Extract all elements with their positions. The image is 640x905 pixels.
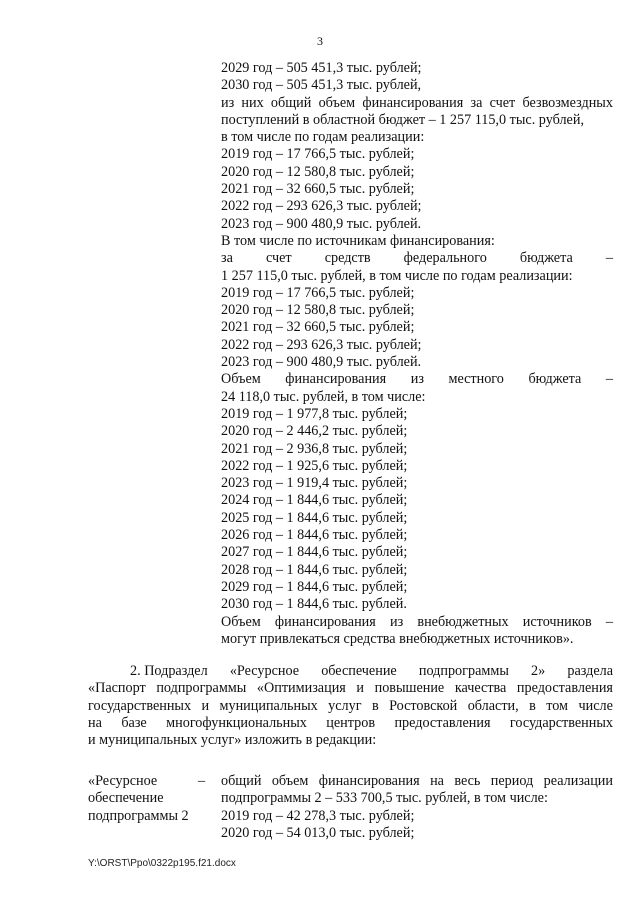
word: государственных xyxy=(88,697,192,714)
word: «Ресурсное xyxy=(229,663,300,679)
block_lines-line: могут привлекаться средства внебюджетных источников». xyxy=(221,630,574,647)
word: них xyxy=(241,94,264,111)
resource-label-line: подпрограммы 2 xyxy=(88,807,189,824)
block_lines-line: 2030 год – 505 451,3 тыс. рублей, xyxy=(221,77,422,94)
resource-value-line: 2020 год – 54 013,0 тыс. рублей; xyxy=(221,824,415,841)
block_lines-line: 2020 год – 12 580,8 тыс. рублей; xyxy=(221,302,415,319)
word: том xyxy=(546,697,569,714)
block_lines-line: 2026 год – 1 844,6 тыс. рублей; xyxy=(221,527,408,544)
resource-value-line: 2019 год – 42 278,3 тыс. рублей; xyxy=(221,807,415,824)
block_lines-line: поступлений в областной бюджет – 1 257 115,0 тыс. рублей, xyxy=(221,111,584,128)
word: за xyxy=(470,94,483,111)
word: объем xyxy=(271,773,309,789)
block_lines-line: 2023 год – 900 480,9 тыс. рублей. xyxy=(221,215,422,232)
word: многофункциональных xyxy=(166,714,307,731)
word: обеспечение xyxy=(321,663,397,679)
block_lines-line-justified xyxy=(221,614,613,631)
word: счет xyxy=(489,94,516,111)
block_lines-line: 2022 год – 293 626,3 тыс. рублей; xyxy=(221,198,422,215)
block_lines-line: 1 257 115,0 тыс. рублей, в том числе по годам реализации: xyxy=(221,267,573,284)
word: на xyxy=(430,773,444,789)
word: в xyxy=(529,697,536,714)
word: государственных xyxy=(509,714,613,731)
word: финансирования xyxy=(318,773,420,789)
word: счет xyxy=(265,250,292,267)
paragraph_lines-line-justified xyxy=(88,715,613,732)
word: повышение xyxy=(374,680,445,697)
word: общий xyxy=(270,94,312,111)
block_lines-line: 2020 год – 2 446,2 тыс. рублей; xyxy=(221,423,408,440)
word: – xyxy=(605,371,613,388)
word: финансирования xyxy=(285,371,387,388)
word: из xyxy=(221,94,235,111)
block_lines-line: 24 118,0 тыс. рублей, в том числе: xyxy=(221,388,426,405)
block_lines-line: 2028 год – 1 844,6 тыс. рублей; xyxy=(221,561,408,578)
amendment-paragraph xyxy=(88,663,613,749)
word: финансирования xyxy=(362,94,464,111)
word: местного xyxy=(448,371,504,388)
funding-block xyxy=(221,60,613,648)
word: качества xyxy=(454,680,507,697)
word: предоставления xyxy=(516,680,613,697)
block_lines-line: 2019 год – 17 766,5 тыс. рублей; xyxy=(221,146,415,163)
word: на xyxy=(88,714,102,731)
word: объем xyxy=(318,94,356,111)
block_lines-line: 2023 год – 1 919,4 тыс. рублей; xyxy=(221,475,408,492)
word: источников xyxy=(522,613,592,630)
resource-value-line-justified xyxy=(221,773,613,790)
block_lines-line: 2022 год – 293 626,3 тыс. рублей; xyxy=(221,336,422,353)
block_lines-line: 2023 год – 900 480,9 тыс. рублей. xyxy=(221,354,422,371)
block_lines-line: 2029 год – 505 451,3 тыс. рублей; xyxy=(221,60,422,76)
block_lines-line: в том числе по годам реализации: xyxy=(221,129,425,146)
block_lines-line: 2030 год – 1 844,6 тыс. рублей. xyxy=(221,596,407,613)
block_lines-line: В том числе по источникам финансирования: xyxy=(221,232,495,249)
block_lines-line: 2027 год – 1 844,6 тыс. рублей; xyxy=(221,544,408,561)
resource-label-line: «Ресурсное xyxy=(88,773,158,789)
resource-dash: – xyxy=(198,773,206,789)
word: – xyxy=(605,250,613,267)
word: бюджета xyxy=(519,250,573,267)
word: центров xyxy=(326,714,376,731)
word: средств xyxy=(324,250,371,267)
word: Ростовской xyxy=(389,697,458,714)
resource-value-line: подпрограммы 2 – 533 700,5 тыс. рублей, в том числе: xyxy=(221,790,548,807)
paragraph_lines-line: и муниципальных услуг» изложить в редакции: xyxy=(88,732,377,749)
paragraph_lines-line-justified xyxy=(88,663,613,680)
word: безвозмездных xyxy=(522,94,613,111)
block_lines-line: 2022 год – 1 925,6 тыс. рублей; xyxy=(221,457,408,474)
word: бюджета xyxy=(528,371,582,388)
resource-value xyxy=(221,773,613,842)
word: муниципальных xyxy=(219,697,318,714)
word: 2» xyxy=(531,663,546,679)
word: реализации xyxy=(543,773,613,789)
word: числе xyxy=(578,697,613,714)
resource-label xyxy=(88,773,198,825)
word: «Паспорт xyxy=(88,680,146,697)
block_lines-line: 2019 год – 1 977,8 тыс. рублей; xyxy=(221,405,408,422)
word: из xyxy=(389,613,404,630)
word: за xyxy=(221,250,233,267)
page-number: 3 xyxy=(317,34,323,48)
block_lines-line: 2021 год – 32 660,5 тыс. рублей; xyxy=(221,181,415,198)
footer-file-path: Y:\ORST\Ppo\0322p195.f21.docx xyxy=(88,858,236,869)
block_lines-line: 2024 год – 1 844,6 тыс. рублей; xyxy=(221,492,408,509)
resource-label-line: обеспечение xyxy=(88,790,164,807)
word: области, xyxy=(467,697,519,714)
word: 2. Подраздел xyxy=(130,663,208,679)
block_lines-line: 2020 год – 12 580,8 тыс. рублей; xyxy=(221,163,415,180)
word: финансирования xyxy=(274,613,376,630)
block_lines-line-justified xyxy=(221,371,613,388)
word: общий xyxy=(221,773,262,789)
word: и xyxy=(356,680,365,697)
block_lines-line: 2029 год – 1 844,6 тыс. рублей; xyxy=(221,578,408,595)
word: подпрограммы xyxy=(156,680,247,697)
block_lines-line-justified xyxy=(221,95,613,112)
paragraph_lines-line-justified xyxy=(88,698,613,715)
block_lines-line: 2021 год – 32 660,5 тыс. рублей; xyxy=(221,319,415,336)
word: – xyxy=(605,613,613,630)
block_lines-line-justified xyxy=(221,250,613,267)
word: Объем xyxy=(221,371,261,388)
paragraph_lines-line-justified xyxy=(88,680,613,697)
word: предоставления xyxy=(394,714,491,731)
block_lines-line: 2019 год – 17 766,5 тыс. рублей; xyxy=(221,284,415,301)
word: подпрограммы xyxy=(418,663,509,679)
word: период xyxy=(490,773,534,789)
word: из xyxy=(410,371,424,388)
word: в xyxy=(371,697,379,714)
block_lines-line: 2025 год – 1 844,6 тыс. рублей; xyxy=(221,509,408,526)
word: «Оптимизация xyxy=(256,680,346,697)
word: внебюджетных xyxy=(417,613,509,630)
word: раздела xyxy=(567,663,613,679)
word: федерального xyxy=(403,250,487,267)
word: весь xyxy=(454,773,481,789)
word: услуг xyxy=(328,697,362,714)
word: Объем xyxy=(221,613,261,630)
word: и xyxy=(201,697,210,714)
block_lines-line: 2021 год – 2 936,8 тыс. рублей; xyxy=(221,440,408,457)
word: базе xyxy=(121,714,147,731)
